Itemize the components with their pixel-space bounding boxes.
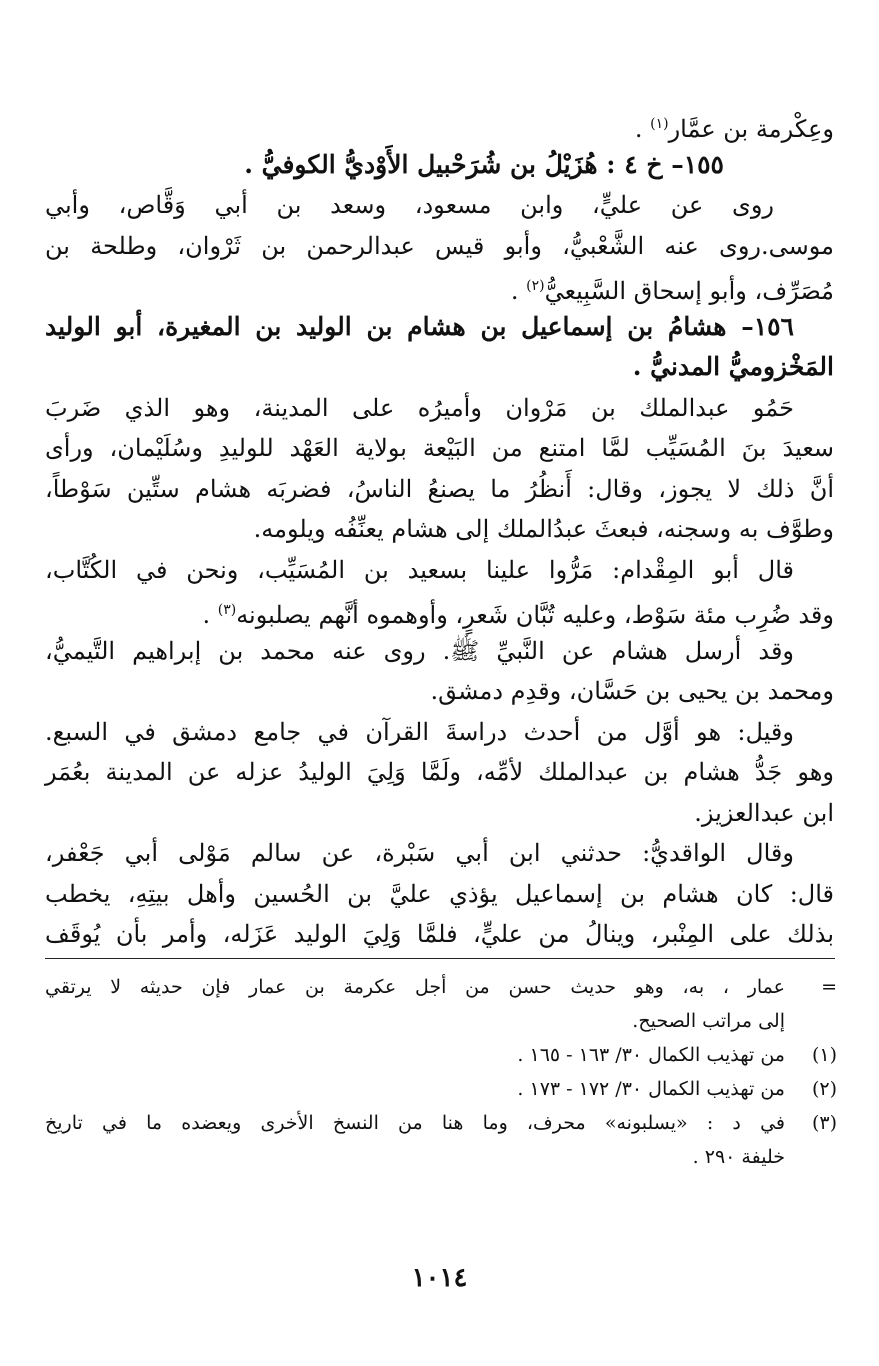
text-line: ابن عبدالعزيز.	[694, 798, 834, 827]
entry-heading-155: ١٥٥– خ ٤ : هُزَيْلُ بن شُرَحْبيل الأَوْديُّ الكوفيُّ .	[244, 149, 724, 179]
footnotes	[45, 970, 837, 1174]
footnote-line: عمار ، به، وهو حديث حسن من أجل عكرمة بن عمار فإن حديثه لا يرتقي	[45, 976, 785, 998]
text-line: وقال الواقديُّ: حدثني ابن أبي سَبْرة، عن سالم مَوْلى أبي جَعْفر،	[45, 839, 794, 867]
footnote-ref: (٢)	[526, 278, 545, 294]
footnote-line: من تهذيب الكمال ٣٠/ ١٧٢ - ١٧٣ .	[517, 1078, 785, 1100]
text-line: وقيل: هو أوَّل من أحدث دراسةَ القرآن في جامع دمشق في السبع.	[45, 717, 794, 746]
footnote-line: إلى مراتب الصحيح.	[632, 1010, 785, 1032]
footnote-ref: (٣)	[217, 602, 237, 618]
text-line: مُصَرِّف، وأبو إسحاق السَّبِيعيُّ$^{(٢)}$ .	[510, 277, 834, 305]
text-line: وقد ضُرِب مئة سَوْط، وعليه تُبَّان شَعرٍ، وأوهموه أنَّهم يصلبونه$^{(٣)}$ .	[202, 601, 834, 629]
text-line: موسى.روى عنه الشَّعْبيُّ، وأبو قيس عبدالرحمن بن ثَرْوان، وطلحة بن	[45, 231, 834, 260]
footnote-2	[45, 1072, 837, 1106]
footnote-ref: (١)	[650, 116, 669, 132]
footnote-1	[45, 1038, 837, 1072]
footnote-line: من تهذيب الكمال ٣٠/ ١٦٣ - ١٦٥ .	[517, 1044, 785, 1066]
text-line: أنَّ ذلك لا يجوز، وقال: أَنظُرُ ما يصنعُ الناسُ، فضربَه هشام ستِّين سَوْطاً،	[45, 474, 834, 503]
page-number: ١٠١٤	[411, 1263, 468, 1293]
text-line: قال: كان هشام بن إسماعيل يؤذي عليَّ بن الحُسين وأهل بيتِهِ، يخطب	[45, 879, 834, 908]
entry-heading-156-cont: المَخْزوميُّ المدنيُّ .	[632, 352, 834, 381]
footnote-mark: =	[821, 976, 837, 998]
text-line: حَمُو عبدالملك بن مَرْوان وأميرُه على المدينة، وهو الذي ضَربَ	[45, 393, 794, 422]
text-line: بذلك على المِنْبر، وينالُ من عليٍّ، فلمَّا وَلِيَ الوليد عَزَله، وأمر بأن يُوقَف	[45, 920, 834, 948]
footnote-mark: (٢)	[811, 1078, 837, 1100]
text-line: قال أبو المِقْدام: مَرُّوا علينا بسعيد بن المُسَيِّب، ونحن في الكُتَّاب،	[45, 555, 794, 584]
text-line: وعِكْرمة بن عمَّار$^{(١)}$ .	[634, 115, 834, 143]
footnote-line: خليفة ٢٩٠ .	[692, 1146, 785, 1168]
text-line: وطوَّف به وسجنه، فبعثَ عبدُالملك إلى هشام يعنِّفُه ويلومه.	[253, 515, 834, 543]
text-line: روى عن عليٍّ، وابن مسعود، وسعد بن أبي وَقَّاص، وأبي	[45, 191, 774, 219]
text-line: وقد أرسل هشام عن النَّبيِّ ﷺ. روى عنه محمد بن إبراهيم التَّيميُّ،	[45, 636, 795, 665]
footnote-mark: (٣)	[811, 1112, 837, 1134]
text-line: ومحمد بن يحيى بن حَسَّان، وقدِم دمشق.	[430, 677, 834, 705]
footnote-divider	[45, 958, 835, 959]
footnote-mark: (١)	[811, 1044, 837, 1066]
footnote-continuation	[45, 970, 837, 1038]
footnote-line: في د : «يسلبونه» محرف، وما هنا من النسخ الأخرى ويعضده ما في تاريخ	[45, 1112, 785, 1134]
entry-heading-156: ١٥٦– هشامُ بن إسماعيل بن هشام بن الوليد بن المغيرة، أبو الوليد	[45, 311, 794, 341]
footnote-3	[45, 1106, 837, 1174]
text-line: سعيدَ بنَ المُسَيِّب لمَّا امتنع من البَيْعة بولاية العَهْد للوليدِ وسُلَيْمان، ورأى	[45, 434, 835, 462]
text-line: وهو جَدُّ هشام بن عبدالملك لأمِّه، ولَمَّا وَلِيَ الوليدُ عزله عن المدينة بعُمَر	[45, 758, 834, 786]
main-text	[45, 104, 834, 955]
